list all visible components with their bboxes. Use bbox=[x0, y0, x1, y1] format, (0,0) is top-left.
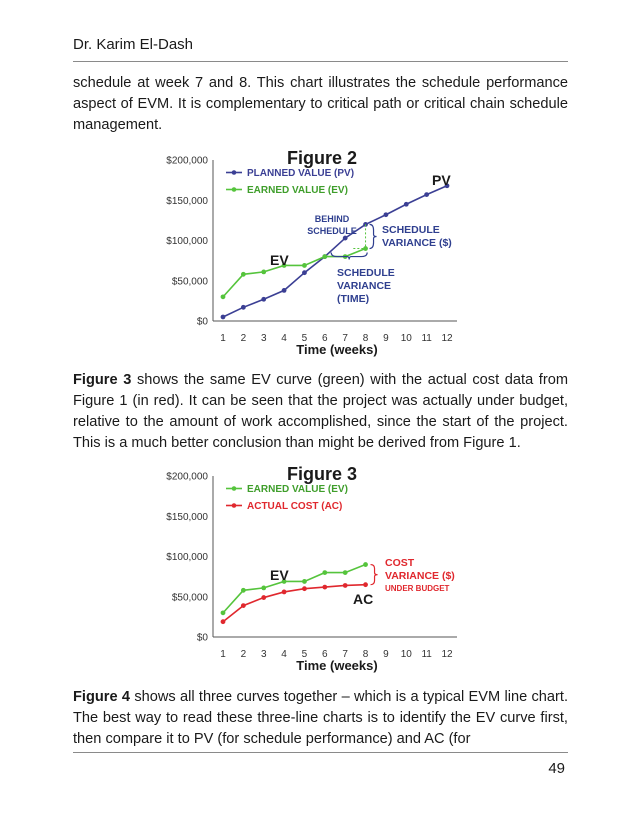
pv-data-point bbox=[241, 305, 246, 310]
svt-brace bbox=[331, 253, 367, 260]
pv-data-point bbox=[343, 236, 348, 241]
footer-divider bbox=[73, 752, 568, 753]
y-tick-label: $100,000 bbox=[166, 552, 208, 563]
x-tick-label: 3 bbox=[260, 649, 267, 660]
cost-variance-label: COST bbox=[385, 557, 415, 569]
ev-data-point bbox=[302, 263, 307, 268]
pv-data-point bbox=[404, 202, 409, 207]
schedule-variance-time-label: SCHEDULE bbox=[337, 267, 395, 279]
chart-title: Figure 3 bbox=[286, 464, 358, 484]
cv-brace bbox=[371, 565, 378, 585]
x-tick-label: 5 bbox=[301, 333, 308, 344]
ev-series-label: EV bbox=[270, 567, 289, 583]
x-tick-label: 2 bbox=[240, 333, 247, 344]
y-tick-label: $150,000 bbox=[166, 511, 208, 523]
x-tick-label: 8 bbox=[362, 649, 369, 660]
ev-data-point bbox=[363, 562, 368, 567]
header-divider bbox=[73, 61, 568, 62]
ac-data-point bbox=[302, 586, 307, 591]
paragraph-figure-3-text: shows the same EV curve (green) with the actual cost data from Figure 1 (in red). It can be seen that the project was actually under budget, relative to the amount of work accomplished, since the start of the project. This is a much better conclusion than might be derived from Figure 1. bbox=[73, 372, 568, 451]
y-tick-label: $200,000 bbox=[166, 471, 208, 483]
ac-data-point bbox=[282, 590, 287, 595]
x-tick-label: 7 bbox=[342, 333, 348, 344]
x-tick-label: 2 bbox=[240, 649, 247, 660]
x-tick-label: 9 bbox=[383, 649, 389, 660]
y-tick-label: $150,000 bbox=[166, 195, 208, 207]
chart-title: Figure 2 bbox=[286, 148, 358, 168]
legend-entry: ACTUAL COST (AC) bbox=[247, 501, 343, 512]
legend-swatch-marker bbox=[232, 170, 237, 175]
pv-data-point bbox=[302, 270, 307, 275]
x-tick-label: 1 bbox=[220, 649, 226, 660]
legend-swatch-marker bbox=[232, 486, 237, 491]
legend-entry: EARNED VALUE (EV) bbox=[247, 185, 348, 196]
schedule-variance-time-label: VARIANCE bbox=[337, 280, 392, 292]
legend-entry: PLANNED VALUE (PV) bbox=[247, 168, 355, 179]
ev-data-point bbox=[241, 272, 246, 277]
figure-4-ref: Figure 4 bbox=[73, 689, 131, 705]
ac-series-label: AC bbox=[353, 591, 374, 607]
behind-schedule-label: SCHEDULE bbox=[307, 226, 357, 236]
x-tick-label: 4 bbox=[281, 649, 287, 660]
y-tick-label: $0 bbox=[196, 632, 208, 644]
ev-data-point bbox=[322, 570, 327, 575]
ev-data-point bbox=[221, 610, 226, 615]
ev-series-label: EV bbox=[270, 252, 289, 268]
behind-schedule-label: BEHIND bbox=[314, 214, 350, 224]
ac-data-point bbox=[363, 582, 368, 587]
ac-data-point bbox=[241, 603, 246, 608]
legend-entry: EARNED VALUE (EV) bbox=[247, 484, 348, 495]
x-tick-label: 1 bbox=[220, 333, 226, 344]
ev-data-point bbox=[241, 588, 246, 593]
y-tick-label: $50,000 bbox=[171, 592, 208, 604]
schedule-variance-label: VARIANCE ($) bbox=[382, 237, 452, 249]
ev-data-point bbox=[261, 585, 266, 590]
x-tick-label: 6 bbox=[322, 649, 328, 660]
under-budget-label: UNDER BUDGET bbox=[385, 584, 450, 593]
pv-data-point bbox=[384, 212, 389, 217]
schedule-variance-time-label: (TIME) bbox=[337, 293, 370, 305]
x-tick-label: 12 bbox=[441, 333, 453, 344]
legend-swatch-marker bbox=[232, 503, 237, 508]
figure-2-chart bbox=[150, 140, 470, 360]
legend-swatch-marker bbox=[232, 187, 237, 192]
pv-data-point bbox=[282, 288, 287, 293]
x-tick-label: 4 bbox=[281, 333, 287, 344]
paragraph-figure-4 bbox=[73, 687, 568, 750]
ac-data-point bbox=[322, 585, 327, 590]
schedule-variance-label: SCHEDULE bbox=[382, 224, 440, 236]
running-header: Dr. Karim El-Dash bbox=[73, 36, 194, 53]
figure-3-ref: Figure 3 bbox=[73, 372, 132, 388]
x-tick-label: 11 bbox=[421, 333, 432, 344]
ac-data-point bbox=[261, 595, 266, 600]
x-tick-label: 12 bbox=[441, 649, 453, 660]
y-tick-label: $0 bbox=[196, 316, 208, 328]
sv-brace bbox=[370, 224, 377, 248]
pv-data-point bbox=[221, 315, 226, 320]
x-axis-label: Time (weeks) bbox=[296, 342, 378, 357]
ev-data-point bbox=[221, 294, 226, 299]
cost-variance-label: VARIANCE ($) bbox=[385, 570, 455, 582]
ev-data-point bbox=[322, 254, 327, 259]
ev-data-point bbox=[261, 269, 266, 274]
x-tick-label: 3 bbox=[260, 333, 267, 344]
x-axis-label: Time (weeks) bbox=[296, 658, 378, 673]
pv-data-point bbox=[261, 297, 266, 302]
ac-data-point bbox=[221, 619, 226, 624]
x-tick-label: 10 bbox=[400, 333, 412, 344]
paragraph-intro: schedule at week 7 and 8. This chart illustrates the schedule performance aspect of EVM. It is complementary to critical path or critical chain schedule management. bbox=[73, 75, 568, 133]
x-tick-label: 11 bbox=[421, 649, 432, 660]
pv-series-line bbox=[223, 186, 447, 317]
y-tick-label: $200,000 bbox=[166, 155, 208, 167]
x-tick-label: 5 bbox=[301, 649, 308, 660]
paragraph-figure-4-text: shows all three curves together – which is a typical EVM line chart. The best way to read these three-line charts is to identify the EV curve first, then compare it to PV (for schedule performance) and AC (for bbox=[73, 689, 568, 747]
x-tick-label: 9 bbox=[383, 333, 389, 344]
figure-3-chart bbox=[150, 456, 470, 676]
ac-data-point bbox=[343, 583, 348, 588]
y-tick-label: $100,000 bbox=[166, 236, 208, 247]
ev-data-point bbox=[343, 570, 348, 575]
pv-series-label: PV bbox=[432, 172, 451, 188]
pv-data-point bbox=[424, 192, 429, 197]
x-tick-label: 6 bbox=[322, 333, 328, 344]
paragraph-figure-3 bbox=[73, 370, 568, 454]
ev-data-point bbox=[302, 579, 307, 584]
x-tick-label: 8 bbox=[362, 333, 369, 344]
y-tick-label: $50,000 bbox=[171, 276, 208, 288]
page-number: 49 bbox=[548, 760, 565, 777]
x-tick-label: 10 bbox=[400, 649, 412, 660]
x-tick-label: 7 bbox=[342, 649, 348, 660]
